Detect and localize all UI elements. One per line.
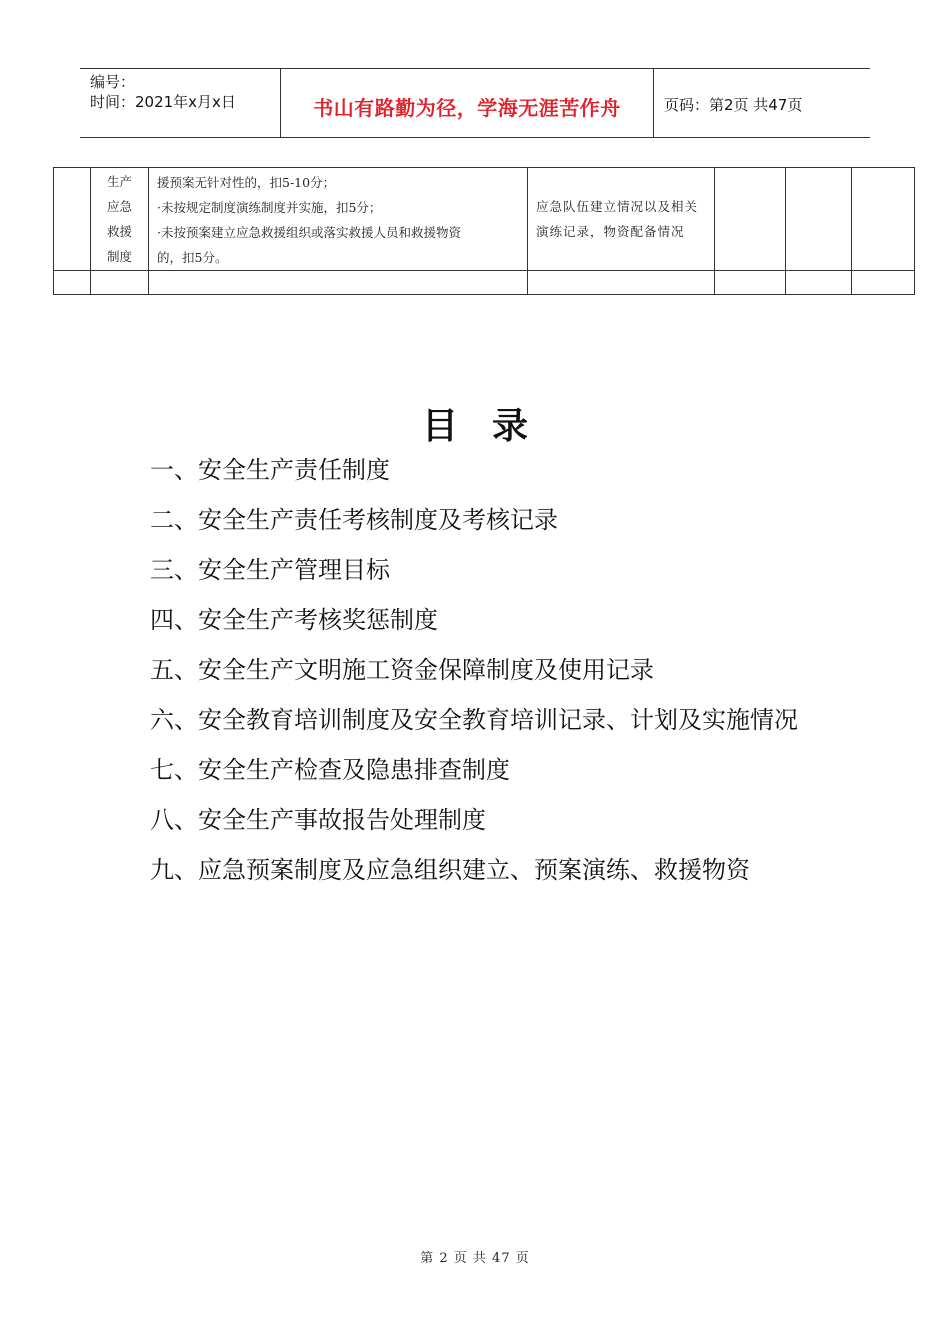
header-page-number: 页码：第2页 共47页: [664, 96, 803, 114]
table-cell-blank: [715, 271, 786, 295]
table-cell-blank: [852, 168, 915, 271]
table-row: [54, 271, 915, 295]
item-name-line: 救援: [106, 224, 132, 239]
page-footer: 第 2 页 共 47 页: [420, 1251, 530, 1266]
page-header: [80, 68, 870, 138]
table-cell-evidence: 应急队伍建立情况以及相关演练记录，物资配备情况: [528, 168, 715, 271]
item-name-line: 生产: [106, 174, 132, 189]
table-cell-blank: [528, 271, 715, 295]
table-cell-blank: [54, 271, 91, 295]
toc-item[interactable]: 三、安全生产管理目标: [150, 556, 390, 584]
table-cell-blank: [786, 168, 852, 271]
criteria-line: ·未按规定制度演练制度并实施，扣5分；: [157, 200, 382, 215]
toc-item[interactable]: 六、安全教育培训制度及安全教育培训记录、计划及实施情况: [150, 706, 798, 734]
table-cell-blank: [786, 271, 852, 295]
criteria-line: 援预案无针对性的，扣5-10分；: [157, 175, 336, 190]
toc-item[interactable]: 四、安全生产考核奖惩制度: [150, 606, 438, 634]
table-cell-item-name: [91, 168, 149, 271]
toc-item[interactable]: 五、安全生产文明施工资金保障制度及使用记录: [150, 656, 654, 684]
toc-item[interactable]: 七、安全生产检查及隐患排查制度: [150, 756, 510, 784]
toc-item[interactable]: 九、应急预案制度及应急组织建立、预案演练、救援物资: [150, 856, 750, 884]
item-name-line: 应急: [106, 199, 132, 214]
table-cell-criteria: [149, 168, 528, 271]
item-name-line: 制度: [106, 249, 132, 264]
toc-item[interactable]: 二、安全生产责任考核制度及考核记录: [150, 506, 558, 534]
table-cell-blank: [149, 271, 528, 295]
document-date-label: 时间：2021年x月x日: [90, 93, 236, 111]
table-cell-blank: [91, 271, 149, 295]
toc-list: [150, 450, 798, 900]
criteria-line: 的，扣5分。: [157, 250, 228, 265]
table-cell-blank: [852, 271, 915, 295]
criteria-line: ·未按预案建立应急救援组织或落实救援人员和救援物资: [157, 225, 461, 240]
checklist-table-fragment: [53, 167, 915, 295]
header-motto-cell: [281, 69, 654, 137]
header-motto: 书山有路勤为径，学海无涯苦作舟: [313, 96, 621, 120]
header-page-cell: [654, 69, 870, 137]
table-cell-blank: [715, 168, 786, 271]
document-number-label: 编号：: [90, 73, 136, 91]
table-cell-index: [54, 168, 91, 271]
toc-title: 目录: [421, 406, 562, 447]
header-info-cell: [80, 69, 281, 137]
toc-item[interactable]: 八、安全生产事故报告处理制度: [150, 806, 486, 834]
table-row: [54, 168, 915, 271]
toc-item[interactable]: 一、安全生产责任制度: [150, 456, 390, 484]
